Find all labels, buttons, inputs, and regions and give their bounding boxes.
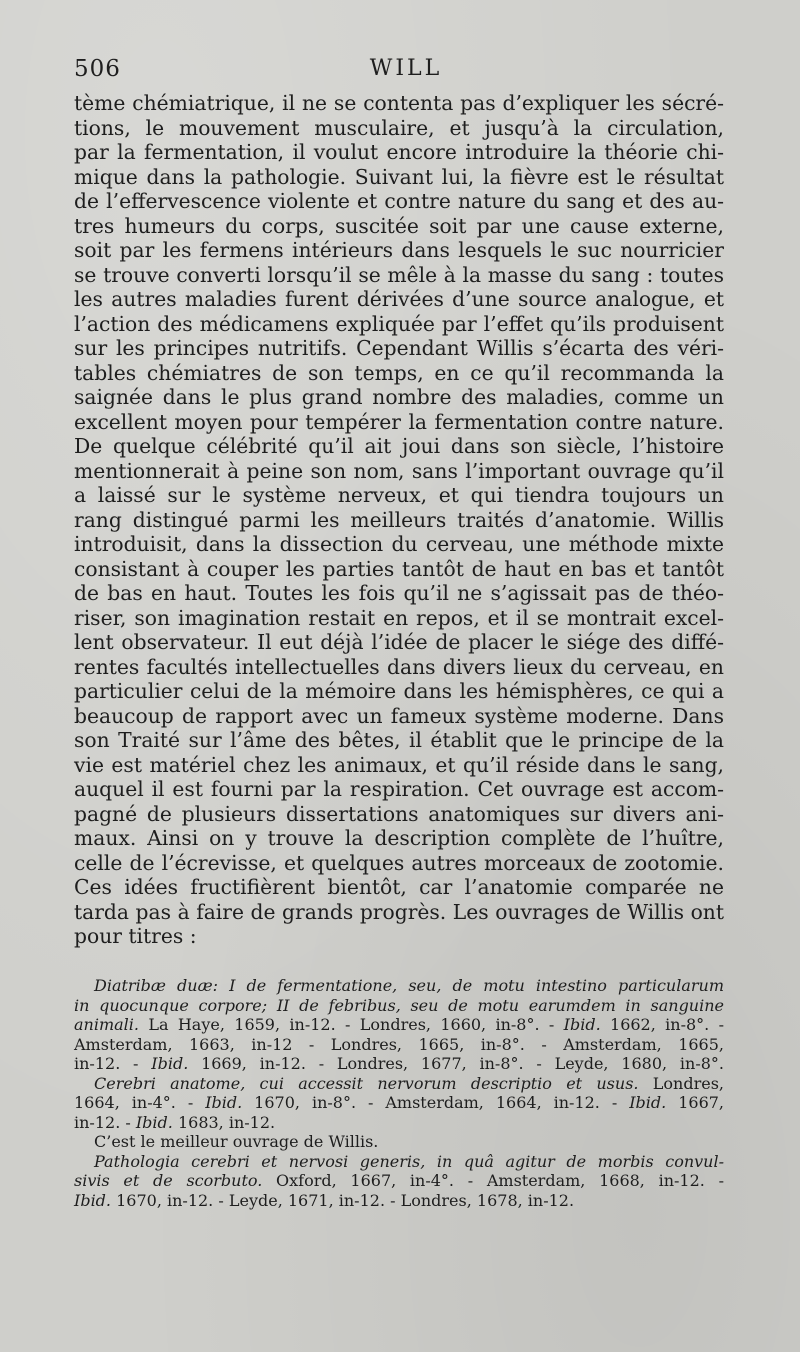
reference-line <box>74 1054 724 1074</box>
text-line: riser, son imagination restait en repos, et il se montrait excel- <box>74 605 724 630</box>
reference-text-fragment: 1670, in-12. - Leyde, 1671, in-12. - Londres, 1678, in-12. <box>111 1190 575 1210</box>
reference-title-fragment: Ibid. <box>563 1015 601 1034</box>
text-line: les autres maladies furent dérivées d’une source analogue, et <box>74 287 724 311</box>
text-line: tions, le mouvement musculaire, et jusqu’à la circulation, <box>74 115 724 140</box>
reference-line <box>74 1191 724 1211</box>
running-head <box>74 56 720 88</box>
page-number: 506 <box>74 56 121 82</box>
text-line: tables chémiatres de son temps, en ce qu’il recommanda la <box>74 360 724 385</box>
reference-text-fragment: 1667, <box>666 1093 725 1112</box>
reference-title-fragment: Ibid. <box>151 1054 189 1073</box>
reference-text-fragment: 1662, in-8°. - <box>600 1015 724 1034</box>
text-line: de l’effervescence violente et contre nature du sang et des au- <box>74 189 724 213</box>
text-line: introduisit, dans la dissection du cerveau, une méthode mixte <box>74 532 724 556</box>
text-line: son Traité sur l’âme des bêtes, il établit que le principe de la <box>74 728 724 752</box>
reference-line <box>74 1074 724 1094</box>
reference-line <box>74 1113 724 1133</box>
reference-title-fragment: Ibid. <box>205 1093 243 1112</box>
reference-title-fragment: Diatribæ duæ: I de fermentatione, seu, de motu intestino particularum <box>94 976 724 995</box>
text-line: de bas en haut. Toutes les fois qu’il ne s’agissait pas de théo- <box>74 581 724 605</box>
text-line: tème chémiatrique, il ne se contenta pas d’expliquer les sécré- <box>74 91 724 115</box>
text-line: auquel il est fourni par la respiration. Cet ouvrage est accom- <box>74 777 724 801</box>
reference-line <box>74 1132 724 1152</box>
text-line: saignée dans le plus grand nombre des maladies, comme un <box>74 385 724 409</box>
reference-title-fragment: Ibid. <box>74 1190 112 1210</box>
text-line: Ces idées fructifièrent bientôt, car l’anatomie comparée ne <box>74 875 724 899</box>
text-line: celle de l’écrevisse, et quelques autres morceaux de zootomie. <box>74 850 724 875</box>
reference-text-fragment: in-12. - <box>74 1054 152 1073</box>
text-line: consistant à couper les parties tantôt de haut en bas et tantôt <box>74 556 724 581</box>
reference-text-fragment: La Haye, 1659, in-12. - Londres, 1660, in-8°. - <box>139 1015 564 1034</box>
reference-text-fragment: in-12. - <box>74 1112 136 1132</box>
text-line: par la fermentation, il voulut encore introduire la théorie chi- <box>74 140 724 164</box>
text-line: rang distingué parmi les meilleurs traités d’anatomie. Willis <box>74 507 724 532</box>
reference-text-fragment: 1669, in-12. - Londres, 1677, in-8°. - Leyde, 1680, in-8°. <box>188 1054 724 1073</box>
text-line: tarda pas à faire de grands progrès. Les ouvrages de Willis ont <box>74 899 724 924</box>
reference-text-fragment: C’est le meilleur ouvrage de Willis. <box>94 1132 379 1151</box>
reference-text-fragment: Oxford, 1667, in-4°. - Amsterdam, 1668, in-12. - <box>262 1171 724 1190</box>
reference-line <box>74 1093 724 1113</box>
text-line: beaucoup de rapport avec un fameux système moderne. Dans <box>74 703 724 728</box>
reference-title-fragment: animali. <box>74 1015 139 1034</box>
reference-text-fragment: 1683, in-12. <box>172 1112 276 1132</box>
reference-line <box>74 1152 724 1172</box>
reference-line <box>74 1015 724 1035</box>
reference-title-fragment: Pathologia cerebri et nervosi generis, in quâ agitur de morbis convul- <box>94 1151 724 1171</box>
text-line: mique dans la pathologie. Suivant lui, la fièvre est le résultat <box>74 164 724 189</box>
running-title: WILL <box>369 56 443 81</box>
text-line: excellent moyen pour tempérer la fermentation contre nature. <box>74 409 724 434</box>
text-line: maux. Ainsi on y trouve la description complète de l’huître, <box>74 826 724 850</box>
text-line: pour titres : <box>74 924 197 948</box>
reference-title-fragment: in quocunque corpore; II de febribus, seu de motu earumdem in sanguine <box>74 995 724 1015</box>
text-line: l’action des médicamens expliquée par l’effet qu’ils produisent <box>74 311 724 336</box>
reference-line <box>74 996 724 1016</box>
reference-line <box>74 1035 724 1055</box>
text-line: a laissé sur le système nerveux, et qui tiendra toujours un <box>74 483 724 507</box>
text-line: se trouve converti lorsqu’il se mêle à la masse du sang : toutes <box>74 262 724 287</box>
reference-text-fragment: Londres, <box>638 1073 724 1093</box>
reference-text-fragment: 1664, in-4°. - <box>74 1093 206 1112</box>
reference-title-fragment: Ibid. <box>629 1093 667 1112</box>
text-line: mentionnerait à peine son nom, sans l’important ouvrage qu’il <box>74 458 724 483</box>
text-line: rentes facultés intellectuelles dans divers lieux du cerveau, en <box>74 654 724 679</box>
text-line: lent observateur. Il eut déjà l’idée de placer le siége des diffé- <box>74 630 724 654</box>
reference-title-fragment: Cerebri anatome, cui accessit nervorum descriptio et usus. <box>94 1073 639 1093</box>
body-paragraph <box>74 91 724 949</box>
reference-line <box>74 976 724 996</box>
text-line: vie est matériel chez les animaux, et qu’il réside dans le sang, <box>74 752 724 777</box>
reference-title-fragment: sivis et de scorbuto. <box>74 1171 263 1190</box>
reference-text-fragment: Amsterdam, 1663, in-12 - Londres, 1665, in-8°. - Amsterdam, 1665, <box>74 1034 724 1054</box>
reference-text-fragment: 1670, in-8°. - Amsterdam, 1664, in-12. - <box>242 1093 630 1112</box>
text-line: soit par les fermens intérieurs dans lesquels le suc nourricier <box>74 238 724 262</box>
bibliography <box>74 976 724 1210</box>
text-line: tres humeurs du corps, suscitée soit par une cause externe, <box>74 213 724 238</box>
reference-title-fragment: Ibid. <box>135 1112 173 1132</box>
text-line: particulier celui de la mémoire dans les hémisphères, ce qui a <box>74 679 724 703</box>
text-line: pagné de plusieurs dissertations anatomiques sur divers ani- <box>74 801 724 826</box>
text-line: De quelque célébrité qu’il ait joui dans son siècle, l’histoire <box>74 434 724 458</box>
text-line: sur les principes nutritifs. Cependant Willis s’écarta des véri- <box>74 336 724 360</box>
reference-line <box>74 1171 724 1191</box>
